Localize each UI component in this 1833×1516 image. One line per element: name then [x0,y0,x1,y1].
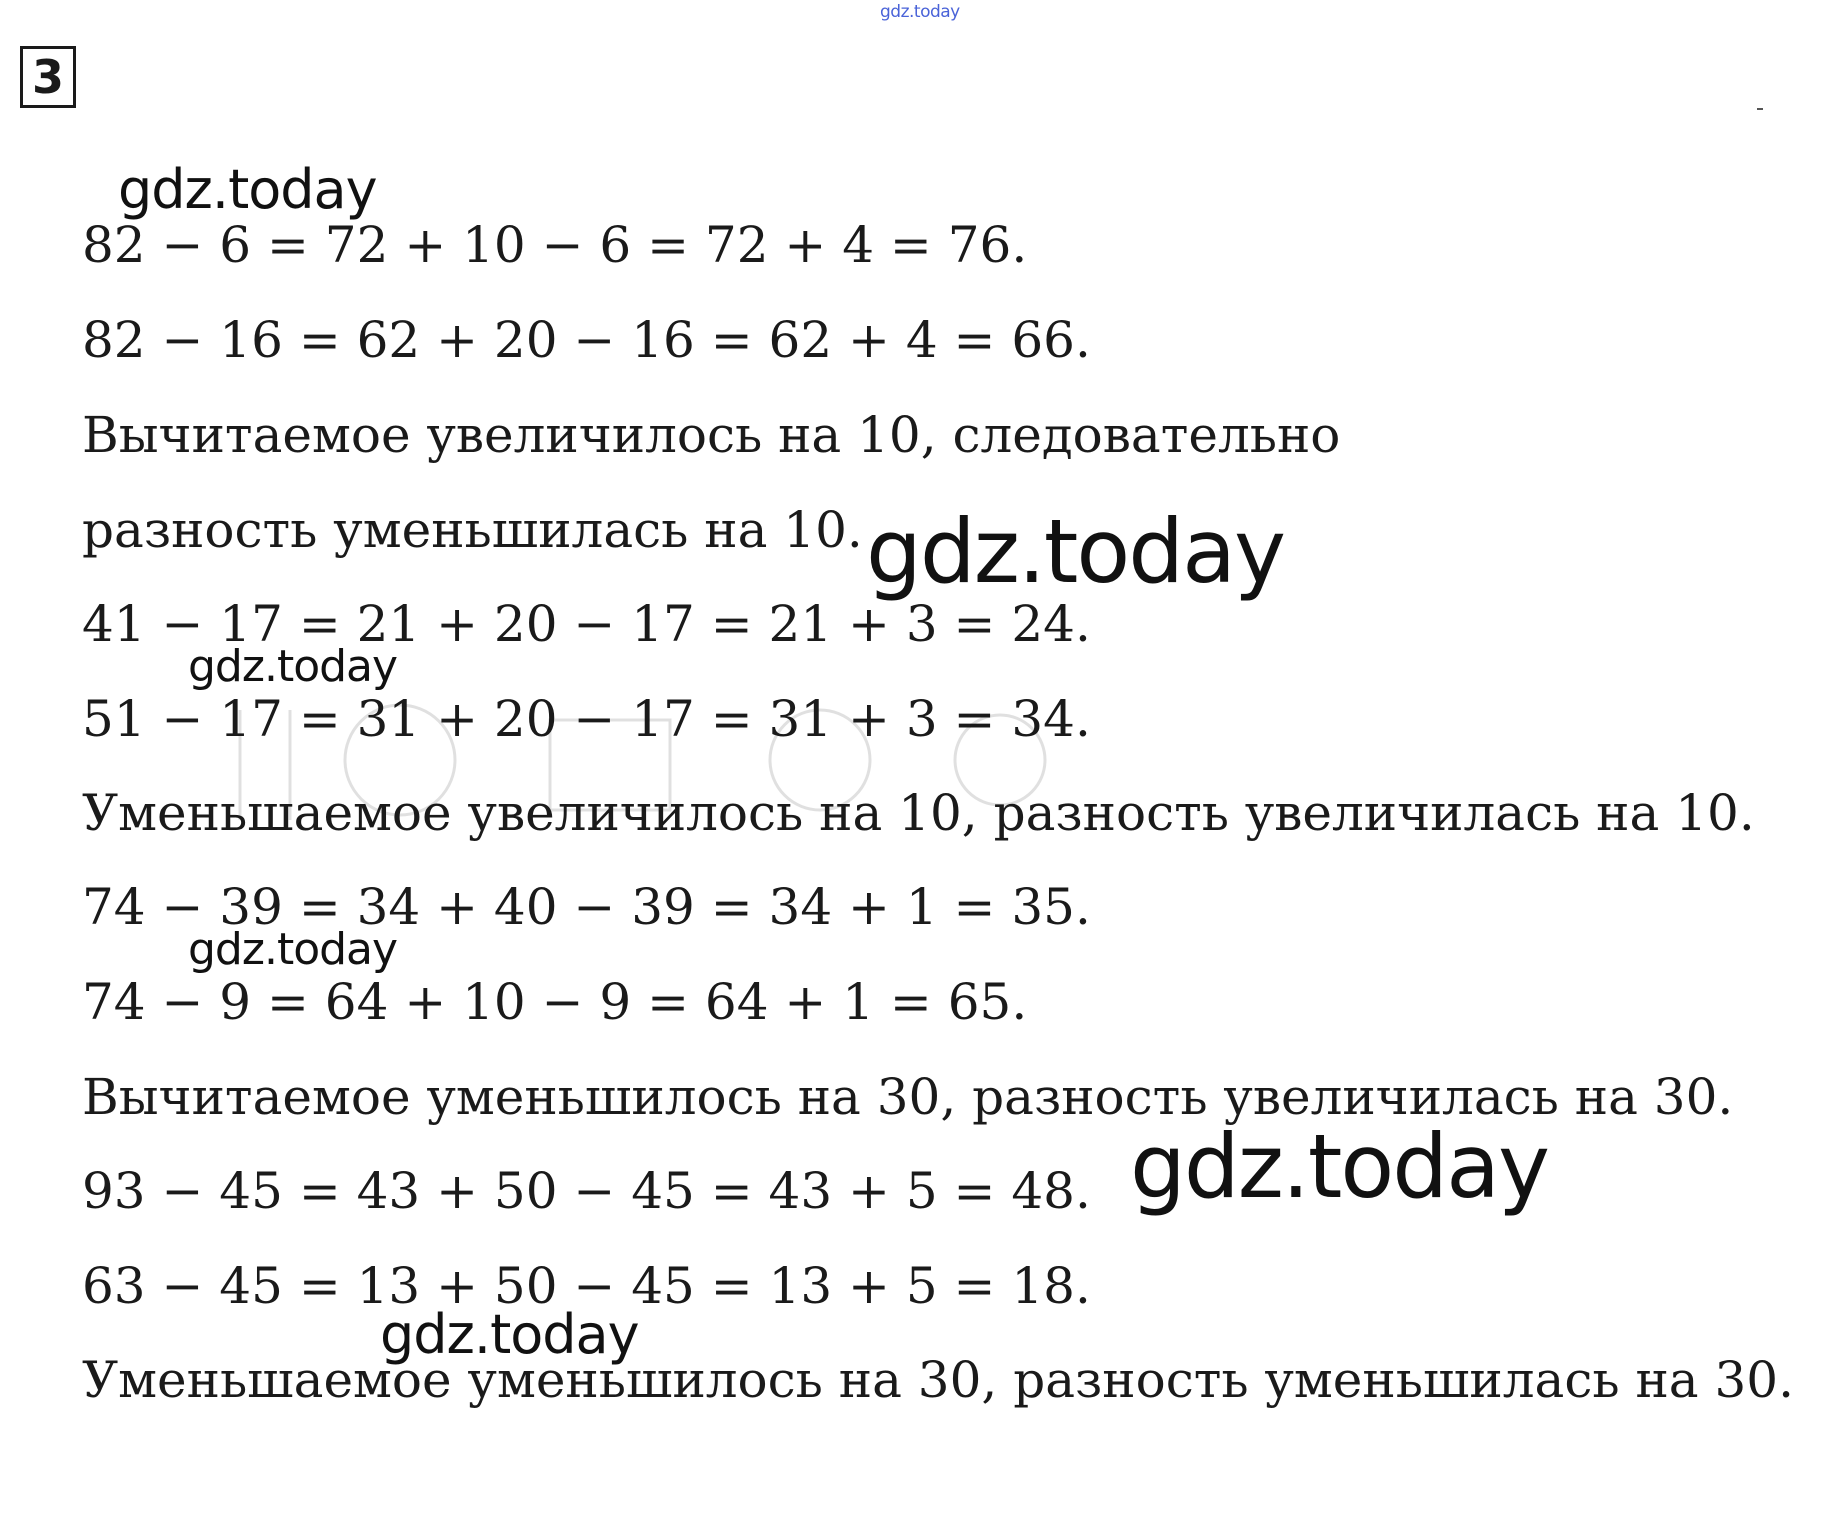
solution-line-6: 51 − 17 = 31 + 20 − 17 = 31 + 3 = 34. [82,690,1091,748]
watermark-3: gdz.today [188,641,398,692]
task-number: 3 [31,50,64,104]
solution-line-9: 74 − 9 = 64 + 10 − 9 = 64 + 1 = 65. [82,973,1028,1031]
solution-line-5: 41 − 17 = 21 + 20 − 17 = 21 + 3 = 24. [82,595,1091,653]
watermark-6: gdz.today [380,1303,639,1366]
watermark-5: gdz.today [1130,1115,1549,1218]
solution-line-11: 93 − 45 = 43 + 50 − 45 = 43 + 5 = 48. [82,1162,1091,1220]
solution-line-12: 63 − 45 = 13 + 50 − 45 = 13 + 5 = 18. [82,1257,1091,1315]
watermark-4: gdz.today [188,924,398,975]
solution-line-4: разность уменьшилась на 10. [82,501,863,559]
solution-line-2: 82 − 16 = 62 + 20 − 16 = 62 + 4 = 66. [82,311,1091,369]
solution-line-13: Уменьшаемое уменьшилось на 30, разность уменьшилась на 30. [82,1351,1794,1409]
task-number-box [20,46,76,108]
solution-line-1: 82 − 6 = 72 + 10 − 6 = 72 + 4 = 76. [82,216,1028,274]
solution-line-3: Вычитаемое увеличилось на 10, следовательно [82,406,1341,464]
watermark-1: gdz.today [118,158,377,221]
solution-line-7: Уменьшаемое увеличилось на 10, разность увеличилась на 10. [82,784,1755,842]
solution-line-10: Вычитаемое уменьшилось на 30, разность увеличилась на 30. [82,1068,1734,1126]
solution-line-8: 74 − 39 = 34 + 40 − 39 = 34 + 1 = 35. [82,878,1091,936]
watermark-2: gdz.today [866,500,1285,603]
dash-mark [1757,108,1763,110]
site-mark: gdz.today [880,2,960,22]
